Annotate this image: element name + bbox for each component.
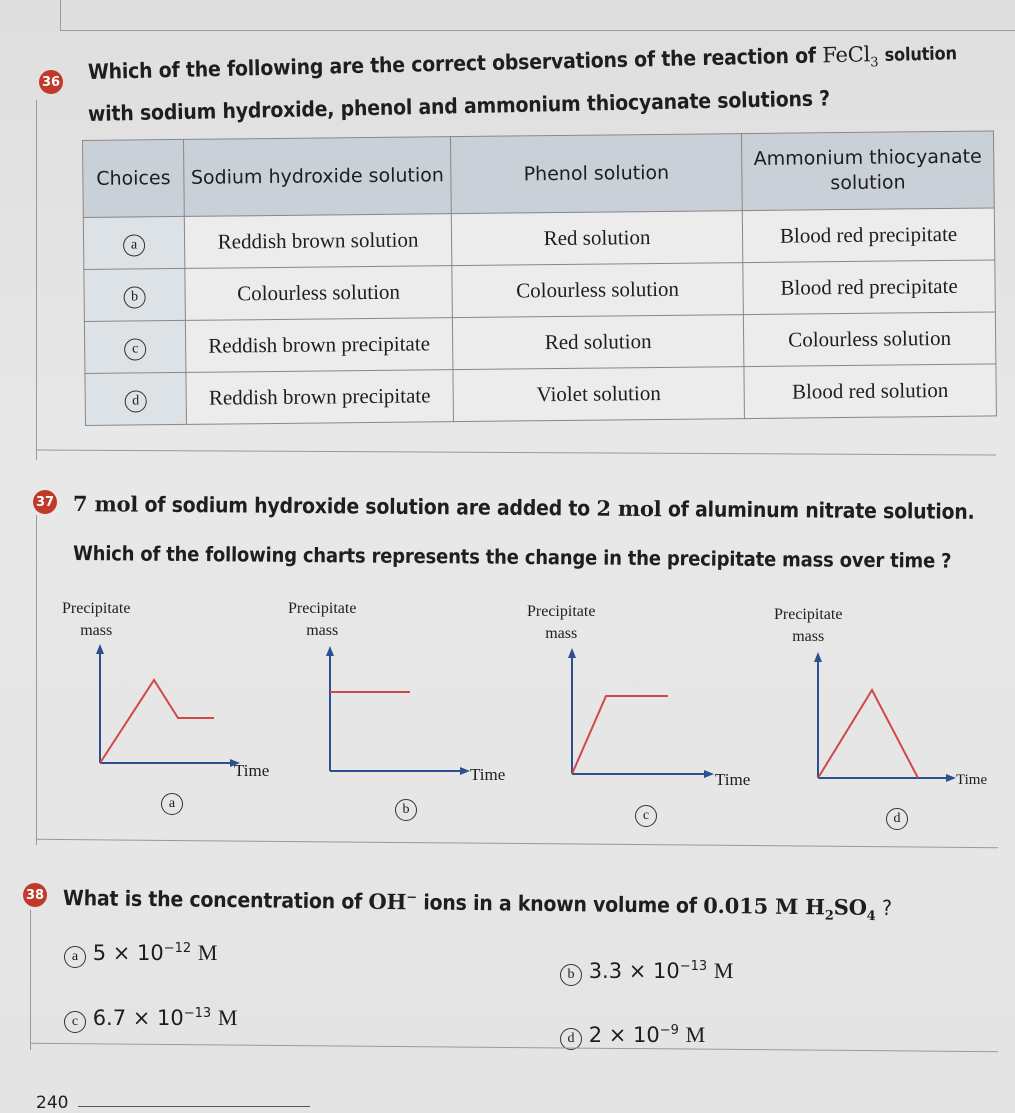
choice-a-marker: a: [123, 234, 145, 256]
header-nh4scn: Ammonium thiocyanate solution: [741, 131, 994, 211]
naoh-cell: Reddish brown solution: [184, 214, 452, 269]
frame-line: [36, 449, 996, 455]
frame-line: [30, 1043, 998, 1052]
table-row: [84, 260, 995, 322]
chart-b-x-label: Time: [470, 765, 506, 784]
question-37-text-end: of aluminum nitrate solution.: [667, 497, 975, 524]
fecl3-formula: FeCl$_3$: [822, 42, 879, 71]
question-36-text-end: solution: [884, 43, 958, 66]
option-a[interactable]: a $5 \times 10^{-12}$ M: [64, 940, 217, 968]
chart-c-x-label: Time: [715, 770, 751, 789]
chart-d[interactable]: [808, 650, 956, 785]
option-b-marker: b: [560, 964, 582, 986]
choice-d-marker: d: [125, 390, 147, 412]
precipitate-curve: [100, 680, 214, 763]
option-d[interactable]: d $2 \times 10^{-9}$ M: [560, 1022, 705, 1050]
frame-line: [36, 839, 998, 848]
question-36-text: Which of the following are the correct observations of the reaction of: [87, 43, 817, 84]
choice-cell[interactable]: [85, 372, 187, 425]
table-row: [84, 312, 995, 374]
option-b[interactable]: b $3.3 \times 10^{-13}$ M: [560, 958, 733, 986]
nh4scn-cell: Blood red precipitate: [742, 208, 995, 263]
y-axis-arrow: [96, 644, 104, 654]
option-c-marker: c: [64, 1011, 86, 1033]
naoh-cell: Colourless solution: [185, 266, 453, 321]
phenol-cell: Colourless solution: [452, 263, 744, 318]
question-37-line1: [73, 491, 975, 524]
naoh-cell: Reddish brown precipitate: [186, 370, 454, 425]
frame-line: [60, 30, 1015, 31]
chart-d-marker: d: [886, 808, 908, 830]
question-38-text: What is the concentration of OH− ions in a known volume of 0.015 M $H_2SO_4$ ?: [62, 886, 892, 925]
choice-cell[interactable]: [83, 216, 185, 269]
chart-d-x-label: Time: [956, 772, 988, 788]
question-number-36: 36: [39, 70, 63, 94]
question-number-38: 38: [23, 883, 47, 907]
y-axis-arrow: [326, 646, 334, 656]
option-c[interactable]: c $6.7 \times 10^{-13}$ M: [64, 1005, 237, 1033]
option-d-marker: d: [560, 1028, 582, 1050]
chart-d-plot: [808, 650, 956, 785]
question-36-line1: [88, 40, 957, 88]
x-axis-arrow: [460, 767, 470, 775]
table-row: [83, 208, 994, 270]
question-36-line2: with sodium hydroxide, phenol and ammonium thiocyanate solutions ?: [87, 86, 831, 126]
chart-b-y-label: Precipitate mass: [288, 600, 357, 639]
x-axis-arrow: [946, 774, 956, 782]
chart-a[interactable]: [90, 642, 240, 772]
question-37-line2: Which of the following charts represents the change in the precipitate mass over time ?: [72, 541, 952, 573]
choice-c-marker: c: [124, 338, 146, 360]
chart-a-x-label: Time: [234, 761, 270, 780]
header-choices: Choices: [83, 139, 185, 217]
hydroxide-ion: OH−: [368, 888, 418, 915]
chart-c-marker: c: [635, 805, 657, 827]
naoh-moles: 7 mol: [72, 491, 139, 517]
header-naoh: Sodium hydroxide solution: [183, 137, 451, 217]
question-37-text: of sodium hydroxide solution are added to: [144, 492, 591, 521]
precipitate-curve: [572, 696, 668, 774]
nh4scn-cell: Colourless solution: [743, 312, 996, 367]
chart-d-y-label: Precipitate mass: [774, 606, 843, 645]
footer-line: [78, 1106, 310, 1107]
phenol-cell: Violet solution: [453, 367, 745, 422]
phenol-cell: Red solution: [452, 315, 744, 370]
table-row: [85, 364, 996, 426]
chart-a-plot: [90, 642, 240, 772]
y-axis-arrow: [814, 652, 822, 662]
page-number: 240: [36, 1093, 69, 1113]
naoh-cell: Reddish brown precipitate: [185, 318, 453, 373]
chart-b-plot: [320, 644, 470, 779]
chart-c-plot: [562, 646, 714, 784]
chart-b-marker: b: [395, 799, 417, 821]
chart-b[interactable]: [320, 644, 470, 779]
frame-line: [30, 910, 31, 1050]
question-number-37: 37: [33, 490, 57, 514]
chart-c-y-label: Precipitate mass: [527, 603, 596, 642]
observations-table: [82, 130, 997, 426]
table-header-row: [83, 131, 995, 218]
chart-a-marker: a: [161, 793, 183, 815]
frame-line: [36, 515, 37, 845]
phenol-cell: Red solution: [451, 211, 743, 266]
choice-cell[interactable]: [84, 268, 186, 321]
y-axis-arrow: [568, 648, 576, 658]
sulfuric-acid: 0.015 M $H_2SO_4$: [703, 892, 876, 925]
nh4scn-cell: Blood red solution: [744, 364, 997, 419]
nh4scn-cell: Blood red precipitate: [743, 260, 996, 315]
header-phenol: Phenol solution: [450, 134, 742, 214]
frame-line: [60, 0, 61, 30]
frame-line: [36, 100, 37, 460]
x-axis-arrow: [704, 770, 714, 778]
chart-a-y-label: Precipitate mass: [62, 600, 131, 639]
choice-cell[interactable]: [84, 320, 186, 373]
precipitate-curve: [818, 690, 918, 778]
choice-b-marker: b: [124, 286, 146, 308]
option-a-marker: a: [64, 946, 86, 968]
aluminum-nitrate-moles: 2 mol: [596, 495, 662, 522]
chart-c[interactable]: [562, 646, 714, 784]
